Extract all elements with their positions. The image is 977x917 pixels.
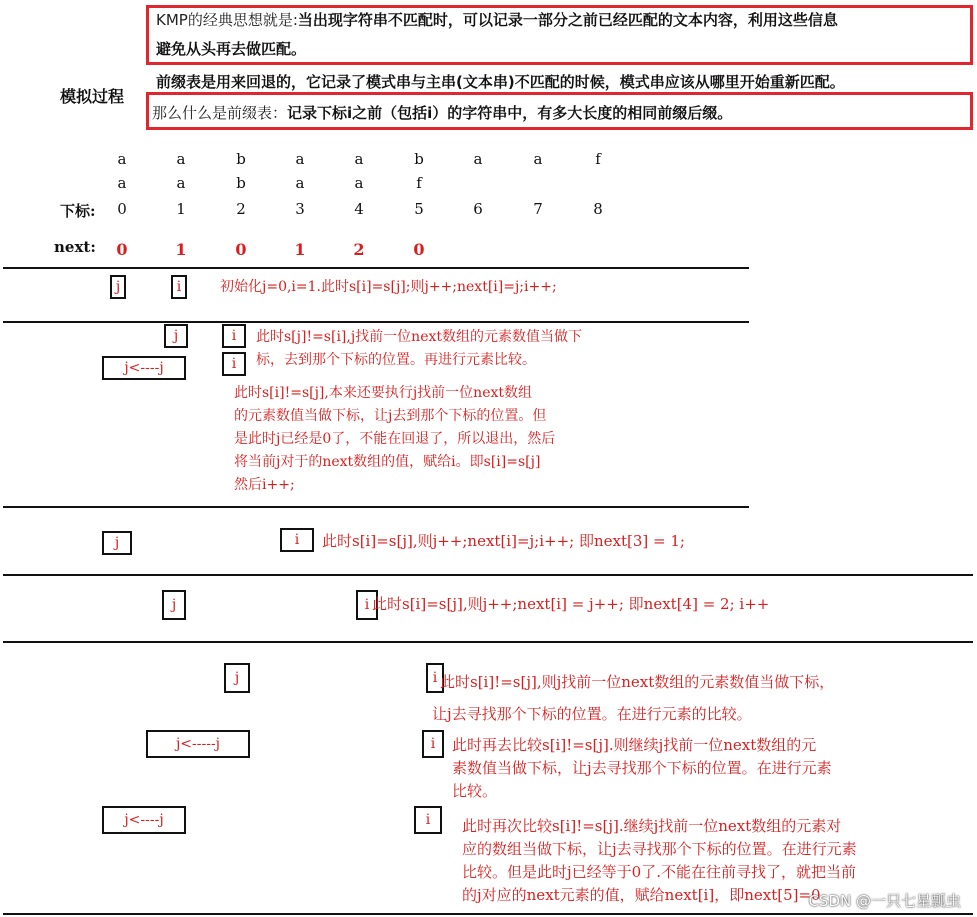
pattern-char: b [236,174,246,192]
step-2-text-b-line-4: 将当前j对于的next数组的值，赋给i。即s[i]=s[j] [234,454,541,470]
text-char: b [236,150,246,168]
header-line-1-bold: 当出现字符串不匹配时，可以记录一部分之前已经匹配的文本内容，利用这些信息 [297,11,838,29]
text-char: b [414,150,424,168]
watermark: CSDN @一只七星瓢虫 [808,892,961,910]
pointer-j-back: j<-----j [146,730,250,758]
step-5-text-b-line-2: 素数值当做下标，让j去寻找那个下标的位置。在进行元素 [452,759,832,777]
header-line-1 [156,6,838,34]
pointer-i: i [280,528,314,552]
pointer-i: i [414,806,442,834]
index-value: 7 [533,200,543,218]
divider-4 [3,574,973,576]
header-line-2 [156,35,306,63]
index-value: 0 [117,200,127,218]
index-value: 8 [593,200,603,218]
text-char: a [176,150,186,168]
pointer-j-back: j<----j [102,806,186,834]
pointer-i: i [222,352,246,376]
header-line-2-bold: 避免从头再去做匹配。 [156,40,307,58]
step-1-text: 初始化j=0,i=1.此时s[i]=s[j];则j++;next[i]=j;i++; [220,279,557,295]
step-5-text-c-line-1: 此时再次比较s[i]!=s[j].继续j找前一位next数组的元素对 [462,817,842,835]
divider-2 [3,321,749,323]
pointer-i: i [171,275,187,299]
pointer-i: i [422,730,444,758]
text-char: a [533,150,543,168]
index-value: 6 [473,200,483,218]
next-value: 0 [413,240,425,259]
step-5-text-a-line-2: 让j去寻找那个下标的位置。在进行元素的比较。 [432,705,752,723]
pointer-j: j [224,663,250,693]
next-value: 2 [353,240,365,259]
step-2-text-a-line-1: 此时s[j]!=s[i],j找前一位next数组的元素数值当做下 [256,329,583,345]
step-2-text-a-line-2: 标，去到那个下标的位置。再进行元素比较。 [256,352,536,368]
pattern-char: a [354,174,364,192]
step-5-text-c-line-4: 的j对应的next元素的值，赋给next[i]，即next[5]=0 [462,886,821,904]
step-5-text-a [432,666,835,730]
pointer-i: i [222,324,246,348]
step-5-text-c-line-2: 应的数组当做下标，让j去寻找那个下标的位置。在进行元素 [462,840,857,858]
divider-5 [3,641,973,643]
pointer-i: i [426,663,444,693]
simulation-label: 模拟过程 [60,87,125,106]
step-4-text: 此时s[i]=s[j],则j++;next[i] = j++; 即next[4] = 2; i++ [372,595,770,613]
divider-1 [3,267,749,269]
next-row-label: next: [54,238,96,256]
pointer-j: j [110,275,126,299]
index-value: 2 [236,200,246,218]
pointer-j: j [162,590,186,620]
step-2-text-b [234,382,555,497]
index-value: 1 [176,200,186,218]
text-char: a [354,150,364,168]
divider-3 [3,506,749,508]
header-line-4 [152,99,732,127]
step-5-text-a-line-1: 此时s[i]!=s[j],则j找前一位next数组的元素数值当做下标， [440,673,835,691]
index-value: 5 [414,200,424,218]
step-2-text-a [256,326,582,372]
next-value: 1 [294,240,306,259]
index-value: 4 [354,200,364,218]
pointer-j: j [164,324,188,348]
text-char: a [295,150,305,168]
index-value: 3 [295,200,305,218]
step-2-text-b-line-2: 的元素数值当做下标，让j去到那个下标的位置。但 [234,408,547,424]
text-char: a [473,150,483,168]
next-value: 1 [175,240,187,259]
header-line-4-plain: 那么什么是前缀表： [152,104,288,122]
pattern-char: a [117,174,127,192]
pointer-i: i [356,590,378,620]
pattern-char: a [176,174,186,192]
divider-6 [3,913,973,915]
header-line-4-bold: 记录下标i之前（包括i）的字符串中，有多大长度的相同前缀后缀。 [287,104,733,122]
step-5-text-b-line-3: 比较。 [452,782,498,800]
header-line-1-plain: KMP的经典思想就是: [156,11,298,29]
step-5-text-b [452,734,832,803]
step-2-text-b-line-5: 然后i++; [234,477,295,493]
next-value: 0 [235,240,247,259]
step-5-text-c [462,815,857,907]
text-char: f [595,150,601,168]
index-row-label: 下标: [60,202,96,220]
pattern-char: f [416,174,422,192]
step-2-text-b-line-3: 是此时j已经是0了，不能在回退了，所以退出，然后 [234,431,556,447]
pointer-j-back: j<----j [102,356,186,380]
pointer-j: j [102,531,132,555]
step-2-text-b-line-1: 此时s[i]!=s[j],本来还要执行j找前一位next数组 [234,385,533,401]
text-char: a [117,150,127,168]
header-line-3 [156,68,845,96]
header-line-3-bold: 前缀表是用来回退的，它记录了模式串与主串(文本串)不匹配的时候，模式串应该从哪里开始重新匹配。 [156,73,845,91]
pattern-char: a [295,174,305,192]
step-5-text-b-line-1: 此时再去比较s[i]!=s[j].则继续j找前一位next数组的元 [452,736,817,754]
step-3-text: 此时s[i]=s[j],则j++;next[i]=j;i++; 即next[3] = 1; [322,532,685,550]
step-5-text-c-line-3: 比较。但是此时j已经等于0了.不能在往前寻找了，就把当前 [462,863,856,881]
next-value: 0 [116,240,128,259]
